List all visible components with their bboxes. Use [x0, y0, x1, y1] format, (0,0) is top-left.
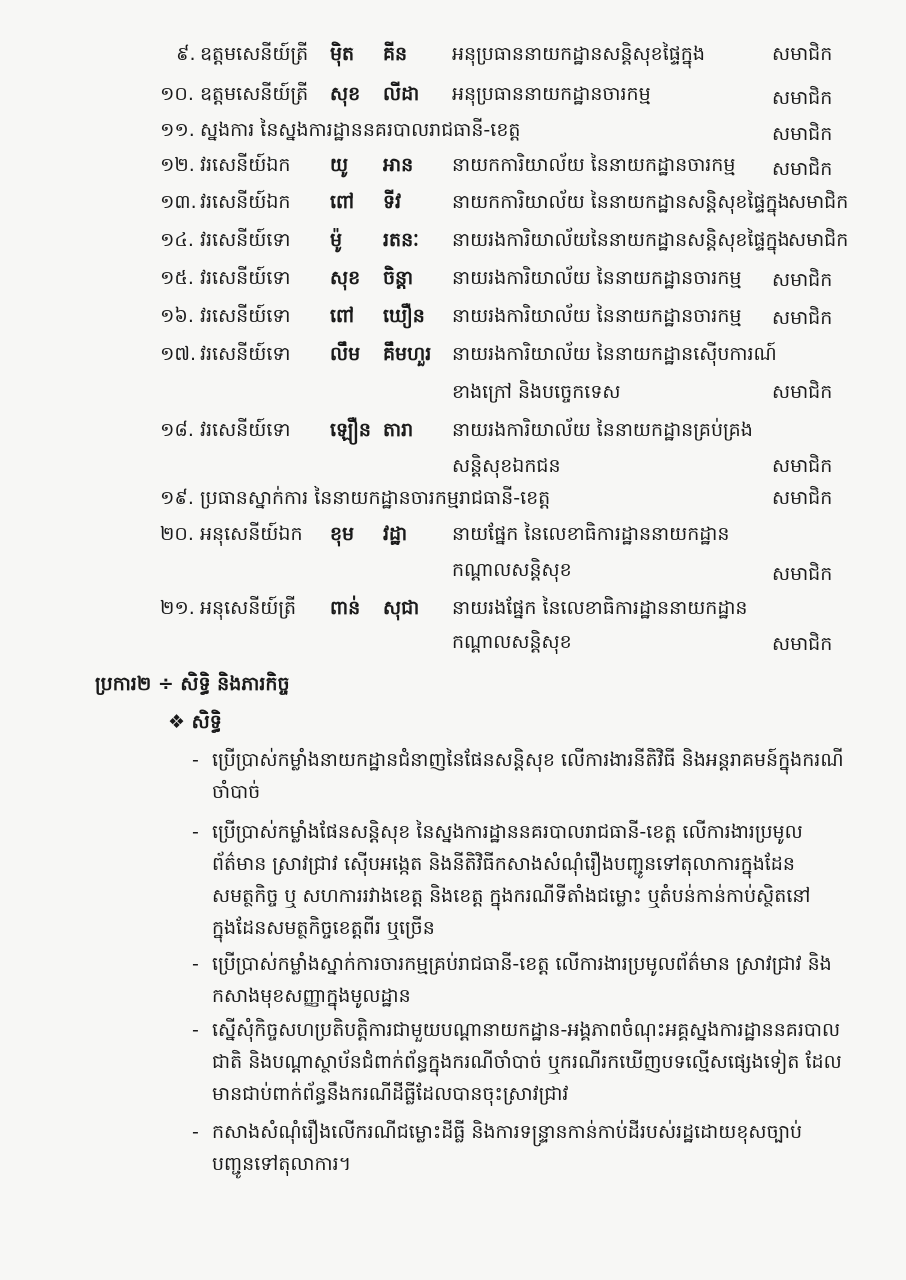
member-last-name: រតនៈ — [383, 229, 419, 251]
member-role: នាយរងការិយាល័យនៃនាយកដ្ឋានសន្តិសុខផ្ទៃក្នុង — [452, 229, 790, 251]
subsection-heading: ❖ សិទ្ធិ — [168, 711, 222, 733]
member-status: សមាជិក — [772, 563, 833, 585]
bullet-dash: - — [192, 1121, 199, 1143]
member-num: ១៩. — [160, 487, 194, 509]
member-role-cont: កណ្តាលសន្តិសុខ — [452, 559, 572, 581]
section-heading: ប្រការ២ ÷ សិទ្ធិ និងភារកិច្ច — [95, 673, 290, 695]
member-status: សមាជិក — [772, 633, 833, 655]
member-status: សមាជិក — [772, 455, 833, 477]
member-status: សមាជិក — [772, 487, 833, 509]
member-role: អនុប្រធាននាយកដ្ឋានសន្តិសុខផ្ទៃក្នុង — [452, 43, 705, 65]
member-role: នាយរងការិយាល័យ នៃនាយកដ្ឋានចារកម្ម — [452, 305, 742, 327]
member-rank: វរសេនីយ៍ទោ — [200, 343, 291, 365]
member-rank: ឧត្តមសេនីយ៍ត្រី — [200, 83, 309, 105]
member-rank: អនុសេនីយ៍ឯក — [200, 523, 303, 545]
member-status: សមាជិក — [772, 43, 833, 65]
bullet-paragraph: កសាងសំណុំរឿងលើករណីជម្លោះដីធ្លី និងការទន្ទ្រានកាន់កាប់ដីរបស់រដ្ឋដោយខុសច្បាប់ បញ្ជូនទៅតុលាការ។ — [212, 1121, 803, 1175]
member-num: ២១. — [160, 597, 195, 619]
member-status: សមាជិក — [772, 269, 833, 291]
member-status: សមាជិក — [772, 307, 833, 329]
member-num: ១៦. — [160, 305, 194, 327]
member-first-name: លឹម — [330, 343, 361, 365]
member-first-name: សុខ — [330, 83, 361, 105]
member-role: នាយរងការិយាល័យ នៃនាយកដ្ឋានចារកម្ម — [452, 267, 742, 289]
member-num: ១៥. — [160, 267, 194, 289]
member-status: សមាជិក — [788, 191, 849, 213]
member-last-name: លីដា — [383, 83, 420, 105]
member-last-name: អាន — [383, 154, 414, 176]
member-first-name: យូ — [330, 154, 349, 176]
member-role: នាយកការិយាល័យ នៃនាយកដ្ឋានចារកម្ម — [452, 154, 736, 176]
bullet-dash: - — [192, 953, 199, 975]
member-rank: ឧត្តមសេនីយ៍ត្រី — [200, 43, 309, 65]
member-rank: វរសេនីយ៍ទោ — [200, 267, 291, 289]
member-role: អនុប្រធាននាយកដ្ឋានចារកម្ម — [452, 83, 651, 105]
member-num: ២០. — [160, 523, 194, 545]
bullet-dash: - — [192, 749, 199, 771]
member-last-name: គីន — [383, 43, 408, 65]
member-rank: វរសេនីយ៍ទោ — [200, 419, 291, 441]
member-first-name: ម៉ិត — [330, 43, 355, 65]
member-num: ១១. — [160, 119, 195, 141]
member-last-name: ចិន្តា — [383, 267, 414, 289]
bullet-paragraph: ប្រើប្រាស់កម្លាំងស្នាក់ការចារកម្មគ្រប់រាជធានី-ខេត្ត លើការងារប្រមូលព័ត៌មាន ស្រាវជ្រាវ និងកសាងមុខសញ្ញាក្នុងមូលដ្ឋាន — [212, 953, 832, 1007]
member-last-name: សុជា — [383, 597, 420, 619]
bullet-paragraph: ប្រើប្រាស់កម្លាំងផែនសន្តិសុខ នៃស្នងការដ្ឋាននគរបាលរាជធានី-ខេត្ត លើការងារប្រមូលព័ត៌មាន ស្រាវជ្រាវ ស៊ើបអង្កេត និងនីតិវិធីកសាងសំណុំរឿងបញ្ជូនទៅតុលាការក្នុងដែនសមត្ថកិច្ច ឬ សហការរវាងខេត្ត និងខេត្ត ក្នុងករណីទីតាំងជម្លោះ ឬតំបន់កាន់កាប់ស្ថិតនៅក្នុងដែនសមត្ថកិច្ចខេត្តពីរ ឬច្រើន — [212, 821, 811, 939]
member-rank: វរសេនីយ៍ឯក — [200, 154, 291, 176]
member-last-name: គឹមហួរ — [383, 343, 432, 365]
member-role: នាយរងផ្នែក នៃលេខាធិការដ្ឋាននាយកដ្ឋាន — [452, 597, 748, 619]
member-rank: វរសេនីយ៍ឯក — [200, 191, 291, 213]
member-num: ១៧. — [160, 343, 197, 365]
member-last-name: វដ្ឋា — [383, 523, 408, 545]
member-rank: អនុសេនីយ៍ត្រី — [200, 597, 297, 619]
member-last-name: ឃឿន — [383, 305, 425, 327]
member-num: ១០. — [160, 83, 194, 105]
member-first-name: ខុម — [330, 523, 355, 545]
member-role: នាយរងការិយាល័យ នៃនាយកដ្ឋានស៊ើបការណ៍ — [452, 343, 777, 365]
bullet-dash: - — [192, 821, 199, 843]
member-role-cont: សន្តិសុខឯកជន — [452, 455, 561, 477]
member-first-name: ពាន់ — [330, 597, 361, 619]
member-rank: ប្រធានស្នាក់ការ នៃនាយកដ្ឋានចារកម្មរាជធានី-ខេត្ត — [200, 487, 551, 509]
member-status: សមាជិក — [788, 229, 849, 251]
member-first-name: ម៉ូ — [330, 229, 343, 251]
bullet-dash: - — [192, 1019, 199, 1041]
member-first-name: ពៅ — [330, 191, 355, 213]
member-rank: ស្នងការ នៃស្នងការដ្ឋាននគរបាលរាជធានី-ខេត្ត — [200, 119, 521, 141]
member-num: ១៣. — [160, 191, 197, 213]
member-num: ១៤. — [160, 229, 194, 251]
member-first-name: ពៅ — [330, 305, 355, 327]
member-role: នាយរងការិយាល័យ នៃនាយកដ្ឋានគ្រប់គ្រង — [452, 419, 753, 441]
member-status: សមាជិក — [772, 123, 833, 145]
member-rank: វរសេនីយ៍ទោ — [200, 229, 291, 251]
member-rank: វរសេនីយ៍ទោ — [200, 305, 291, 327]
member-status: សមាជិក — [772, 381, 833, 403]
bullet-paragraph: ប្រើប្រាស់កម្លាំងនាយកដ្ឋានជំនាញនៃផែនសន្តិសុខ លើការងារនីតិវិធី និងអន្តរាគមន៍ក្នុងករណីចាំបាច់ — [212, 749, 844, 803]
member-num: ៩. — [176, 43, 196, 65]
member-role: នាយកការិយាល័យ នៃនាយកដ្ឋានសន្តិសុខផ្ទៃក្នុង — [452, 191, 790, 213]
member-role: នាយផ្នែក នៃលេខាធិការដ្ឋាននាយកដ្ឋាន — [452, 523, 730, 545]
member-status: សមាជិក — [772, 158, 833, 180]
member-first-name: ឡឿន — [330, 419, 371, 441]
member-last-name: ទីវ — [383, 191, 402, 213]
member-role-cont: ខាងក្រៅ និងបច្ចេកទេស — [452, 381, 621, 403]
member-first-name: សុខ — [330, 267, 361, 289]
member-num: ១២. — [160, 154, 195, 176]
member-num: ១៨. — [160, 419, 194, 441]
bullet-paragraph: ស្នើសុំកិច្ចសហប្រតិបត្តិការជាមួយបណ្តានាយកដ្ឋាន-អង្គភាពចំណុះអគ្គស្នងការដ្ឋាននគរបាលជាតិ និងបណ្តាស្ថាប័នជំពាក់ព័ន្ធក្នុងករណីចាំបាច់ ឬករណីរកឃើញបទល្មើសផ្សេងទៀត ដែលមានជាប់ពាក់ព័ន្ធនឹងករណីដីធ្លីដែលបានចុះស្រាវជ្រាវ — [212, 1019, 842, 1105]
member-role-cont: កណ្តាលសន្តិសុខ — [452, 631, 572, 653]
member-status: សមាជិក — [772, 87, 833, 109]
member-last-name: តារា — [383, 419, 414, 441]
